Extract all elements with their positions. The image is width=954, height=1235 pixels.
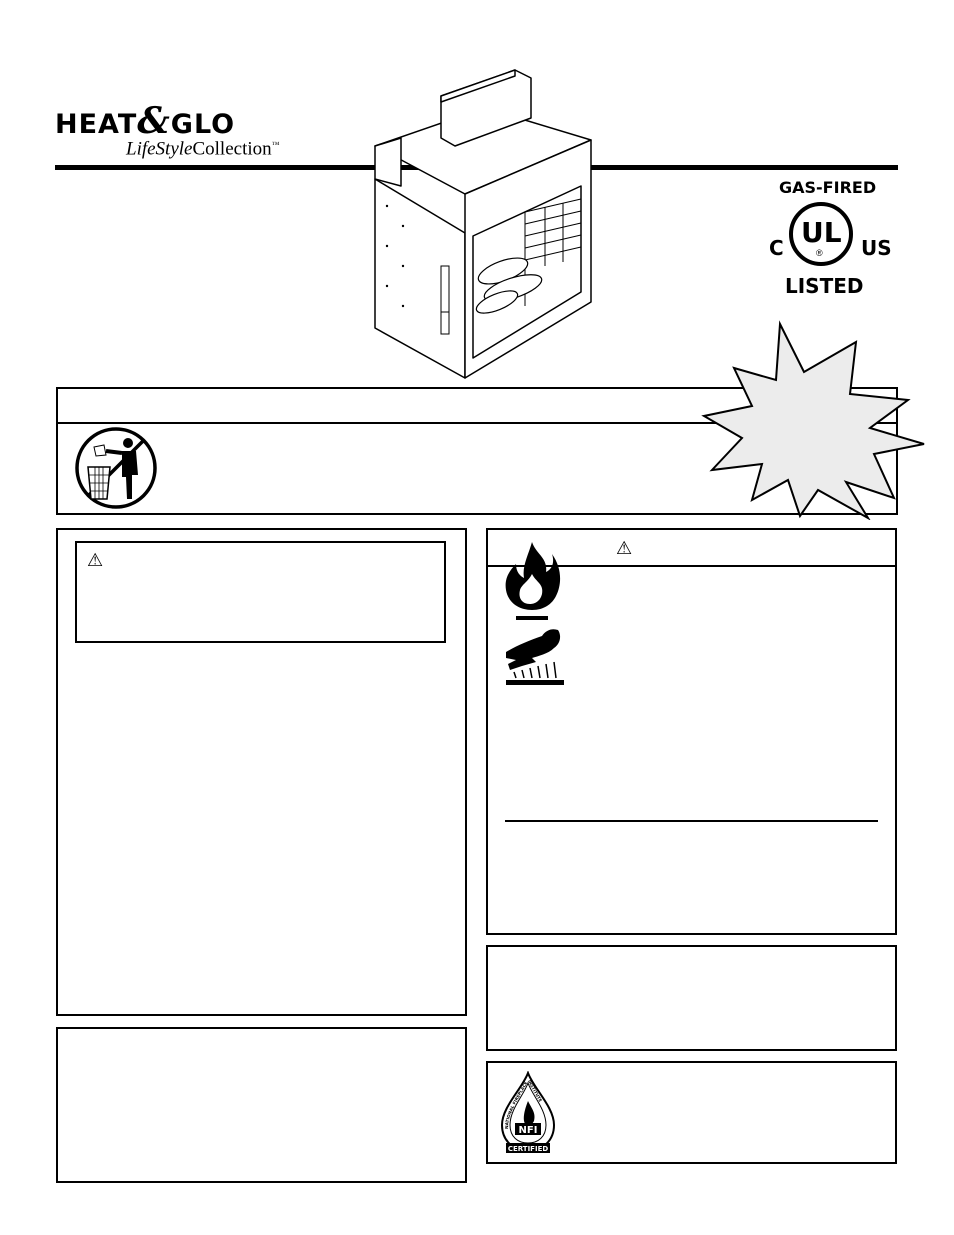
right-info-box — [486, 945, 897, 1051]
ul-bottom-text: LISTED — [785, 274, 864, 298]
nfi-center-text: NFI — [518, 1125, 538, 1136]
flame-icon — [502, 540, 562, 624]
nfi-certified-logo — [498, 1071, 558, 1157]
nfi-ring-text: NATIONAL FIREPLACE INSTITUTE — [503, 1079, 544, 1130]
ul-right-text: US — [861, 236, 892, 260]
left-info-box — [56, 1027, 467, 1183]
warning-triangle-icon: ⚠ — [87, 550, 104, 570]
hot-surface-hand-icon — [502, 626, 566, 688]
left-inner-warning-box — [75, 541, 446, 643]
collection-rest: Collection — [192, 138, 272, 160]
ul-top-text: GAS-FIRED — [779, 178, 877, 197]
brand-name-part1: HEAT — [55, 109, 138, 140]
right-warning-divider — [505, 820, 878, 822]
ul-left-text: C — [769, 236, 784, 260]
no-litter-icon — [66, 425, 166, 511]
left-warning-box — [56, 528, 467, 1016]
nfi-banner-text: CERTIFIED — [507, 1145, 549, 1153]
starburst-badge — [700, 320, 930, 520]
ul-registered: ® — [816, 248, 823, 258]
nfi-box — [486, 1061, 897, 1164]
ul-mark-text: UL — [801, 216, 842, 249]
ul-certification-mark — [765, 176, 895, 300]
fireplace-illustration — [355, 66, 600, 386]
collection-italic: LifeStyle — [126, 138, 193, 160]
trademark-mark: ™ — [271, 140, 280, 149]
brand-ampersand: & — [137, 100, 171, 142]
right-warning-box — [486, 528, 897, 935]
collection-name — [126, 134, 279, 160]
warning-triangle-icon: ⚠ — [616, 538, 633, 558]
brand-name-part2: GLO — [170, 109, 236, 140]
